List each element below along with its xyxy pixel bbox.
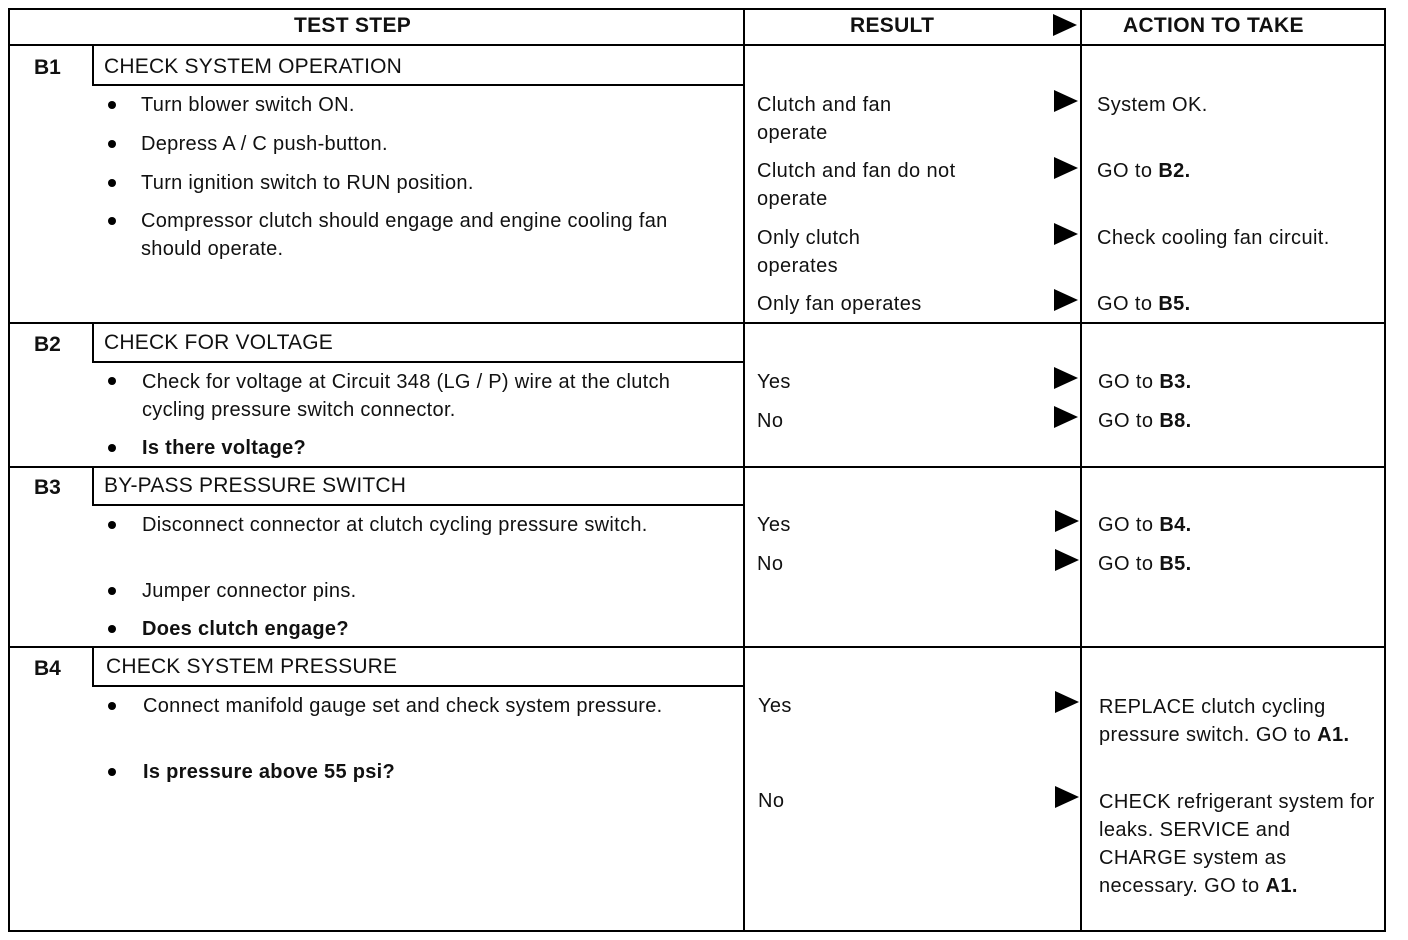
step-b3-result-1: Yes bbox=[757, 514, 791, 536]
step-b1-action-2: GO to B2. bbox=[1097, 160, 1191, 182]
result-arrow-icon bbox=[1054, 90, 1078, 112]
step-b2-action-1: GO to B3. bbox=[1098, 371, 1192, 393]
result-arrow-icon bbox=[1055, 549, 1079, 571]
step-b1-result-2: Clutch and fan do not operate bbox=[757, 160, 956, 210]
result-arrow-icon bbox=[1054, 157, 1078, 179]
step-b3-action-2: GO to B5. bbox=[1098, 553, 1192, 575]
result-arrow-icon bbox=[1055, 510, 1079, 532]
step-b1-action-4: GO to B5. bbox=[1097, 293, 1191, 315]
step-title-b3: BY-PASS PRESSURE SWITCH bbox=[104, 474, 407, 497]
step-b1-instruction-4: Compressor clutch should engage and engine cooling fan should operate. bbox=[141, 210, 668, 260]
result-arrow-icon bbox=[1054, 289, 1078, 311]
step-b1-instruction-3: Turn ignition switch to RUN position. bbox=[141, 172, 474, 194]
step-title-b4: CHECK SYSTEM PRESSURE bbox=[106, 655, 398, 678]
result-arrow-icon bbox=[1054, 223, 1078, 245]
header-action-to-take: ACTION TO TAKE bbox=[1123, 14, 1304, 37]
bullet-icon bbox=[108, 587, 116, 595]
bullet-icon bbox=[108, 179, 116, 187]
step-b1-result-1: Clutch and fan operate bbox=[757, 94, 892, 144]
title-box-b4-vline bbox=[92, 648, 94, 686]
step-b2-instruction-1: Check for voltage at Circuit 348 (LG / P) wire at the clutch cycling pressure switch connector. bbox=[142, 371, 671, 421]
step-b2-result-2: No bbox=[757, 410, 784, 432]
step-b3-action-1: GO to B4. bbox=[1098, 514, 1192, 536]
step-code-b4: B4 bbox=[34, 657, 61, 680]
bullet-icon bbox=[108, 101, 116, 109]
bullet-icon bbox=[108, 444, 116, 452]
step-b3-instruction-2: Jumper connector pins. bbox=[142, 580, 357, 602]
step-b1-instruction-1: Turn blower switch ON. bbox=[141, 94, 355, 116]
col-divider-result bbox=[743, 8, 745, 932]
step-b2-question: Is there voltage? bbox=[142, 437, 307, 459]
header-arrow-icon bbox=[1053, 14, 1077, 36]
title-box-b3-vline bbox=[92, 468, 94, 506]
step-b1-instruction-2: Depress A / C push-button. bbox=[141, 133, 388, 155]
result-arrow-icon bbox=[1055, 691, 1079, 713]
step-b4-question: Is pressure above 55 psi? bbox=[143, 761, 396, 783]
bullet-icon bbox=[108, 377, 116, 385]
step-b1-result-3: Only clutch operates bbox=[757, 227, 861, 277]
table-border-left bbox=[8, 8, 10, 932]
col-divider-action bbox=[1080, 8, 1082, 932]
step-title-b1: CHECK SYSTEM OPERATION bbox=[104, 55, 403, 78]
title-box-b2-vline bbox=[92, 324, 94, 362]
header-result: RESULT bbox=[850, 14, 935, 37]
row-divider-b2 bbox=[8, 322, 1386, 324]
bullet-icon bbox=[108, 140, 116, 148]
step-b1-action-3: Check cooling fan circuit. bbox=[1097, 227, 1330, 249]
step-b4-instruction-1: Connect manifold gauge set and check system pressure. bbox=[143, 695, 663, 717]
step-title-b2: CHECK FOR VOLTAGE bbox=[104, 331, 333, 354]
step-b4-result-1: Yes bbox=[758, 695, 792, 717]
step-b4-action-1: REPLACE clutch cycling pressure switch. GO to A1. bbox=[1099, 696, 1350, 746]
bullet-icon bbox=[108, 217, 116, 225]
table-border-right bbox=[1384, 8, 1386, 932]
row-divider-b4 bbox=[8, 646, 1386, 648]
step-b4-result-2: No bbox=[758, 790, 785, 812]
title-box-b2-hline bbox=[92, 361, 743, 363]
result-arrow-icon bbox=[1054, 367, 1078, 389]
header-divider bbox=[8, 44, 1386, 46]
title-box-b4-hline bbox=[92, 685, 743, 687]
header-test-step: TEST STEP bbox=[294, 14, 412, 37]
bullet-icon bbox=[108, 521, 116, 529]
step-b2-result-1: Yes bbox=[757, 371, 791, 393]
table-border-bottom bbox=[8, 930, 1386, 932]
step-code-b1: B1 bbox=[34, 56, 61, 79]
title-box-b3-hline bbox=[92, 504, 743, 506]
result-arrow-icon bbox=[1054, 406, 1078, 428]
step-code-b3: B3 bbox=[34, 476, 61, 499]
bullet-icon bbox=[108, 702, 116, 710]
title-box-b1-hline bbox=[92, 84, 743, 86]
bullet-icon bbox=[108, 768, 116, 776]
step-code-b2: B2 bbox=[34, 333, 61, 356]
bullet-icon bbox=[108, 625, 116, 633]
step-b4-action-2: CHECK refrigerant system for leaks. SERVICE and CHARGE system as necessary. GO to A1. bbox=[1099, 791, 1375, 897]
step-b3-result-2: No bbox=[757, 553, 784, 575]
table-border-top bbox=[8, 8, 1386, 10]
result-arrow-icon bbox=[1055, 786, 1079, 808]
step-b1-action-1: System OK. bbox=[1097, 94, 1208, 116]
step-b2-action-2: GO to B8. bbox=[1098, 410, 1192, 432]
title-box-b1-vline bbox=[92, 46, 94, 84]
step-b3-question: Does clutch engage? bbox=[142, 618, 349, 640]
step-b1-result-4: Only fan operates bbox=[757, 293, 922, 315]
row-divider-b3 bbox=[8, 466, 1386, 468]
step-b3-instruction-1: Disconnect connector at clutch cycling pressure switch. bbox=[142, 514, 648, 536]
